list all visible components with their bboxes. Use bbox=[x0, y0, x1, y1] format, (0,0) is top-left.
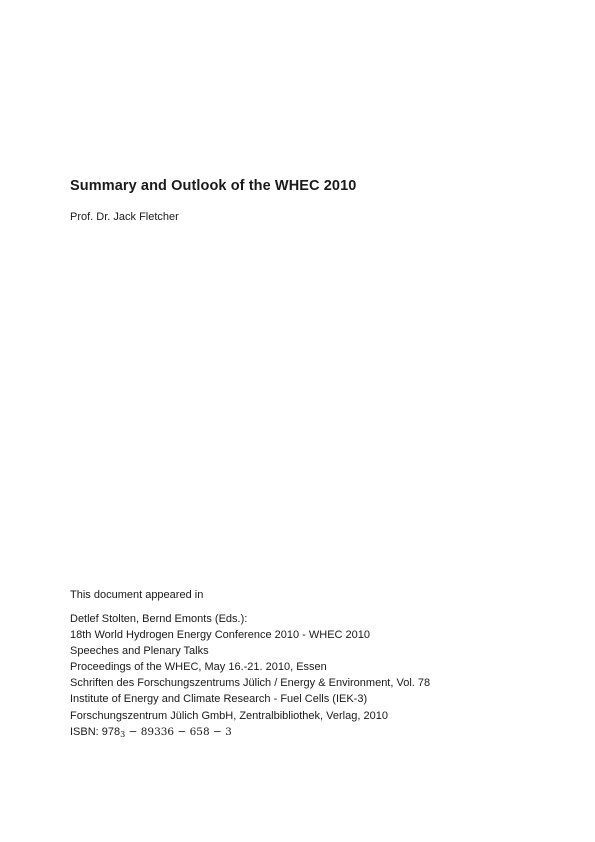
section-line: Speeches and Plenary Talks bbox=[70, 645, 209, 658]
proceedings-line: Proceedings of the WHEC, May 16.-21. 2010, Essen bbox=[70, 661, 327, 674]
isbn-subscript: 3 bbox=[120, 729, 126, 739]
appeared-in-label: This document appeared in bbox=[70, 589, 204, 601]
document-title: Summary and Outlook of the WHEC 2010 bbox=[70, 178, 357, 194]
document-author: Prof. Dr. Jack Fletcher bbox=[70, 211, 179, 223]
publisher-line: Forschungszentrum Jülich GmbH, Zentralbibliothek, Verlag, 2010 bbox=[70, 709, 388, 722]
conference-line: 18th World Hydrogen Energy Conference 2010 - WHEC 2010 bbox=[70, 629, 371, 642]
editors-line: Detlef Stolten, Bernd Emonts (Eds.): bbox=[70, 613, 248, 625]
isbn-prefix: ISBN: 978 bbox=[70, 725, 121, 738]
publication-details bbox=[70, 611, 430, 743]
series-line: Schriften des Forschungszentrums Jülich / Energy & Environment, Vol. 78 bbox=[70, 677, 431, 690]
institute-line: Institute of Energy and Climate Research - Fuel Cells (IEK-3) bbox=[70, 693, 368, 706]
isbn-rest: − 89336 − 658 − 3 bbox=[125, 725, 232, 738]
isbn-line bbox=[70, 724, 430, 743]
